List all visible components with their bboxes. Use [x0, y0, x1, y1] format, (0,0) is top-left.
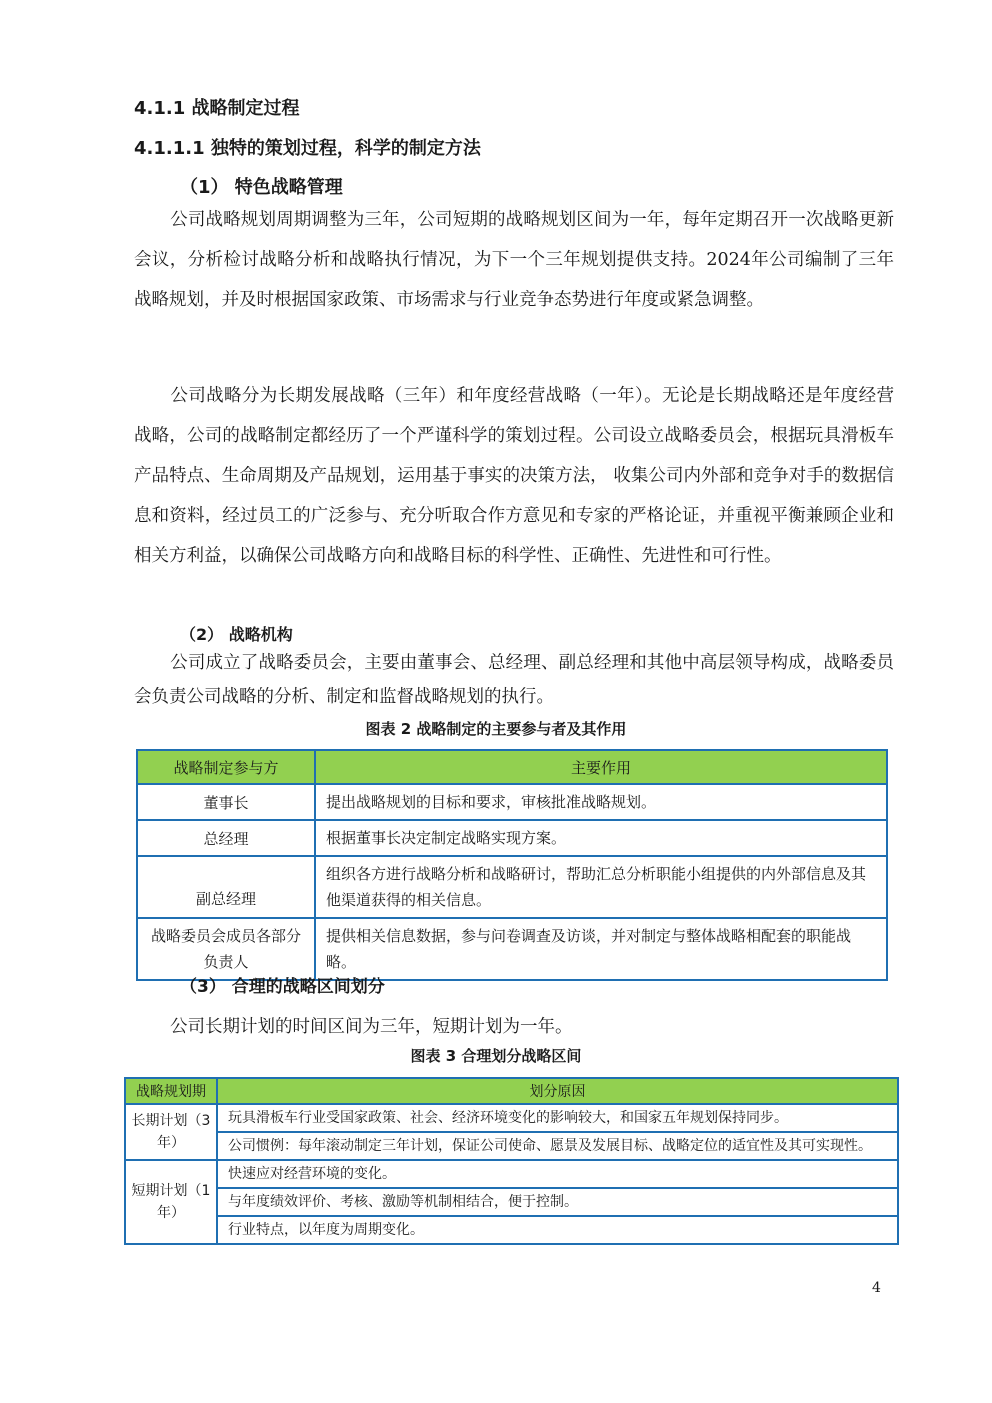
participant-cell: 副总经理	[137, 856, 315, 918]
role-cell: 提出战略规划的目标和要求，审核批准战略规划。	[315, 784, 887, 820]
period-cell: 长期计划（3年）	[125, 1104, 217, 1160]
role-cell: 提供相关信息数据，参与问卷调查及访谈，并对制定与整体战略相配套的职能战略。	[315, 918, 887, 980]
participants-table	[136, 749, 888, 981]
table-row	[137, 784, 887, 820]
table-header: 主要作用	[315, 750, 887, 784]
table-header: 战略制定参与方	[137, 750, 315, 784]
reason-cell: 快速应对经营环境的变化。	[217, 1160, 898, 1188]
table-header: 战略规划期	[125, 1078, 217, 1104]
table-2-caption: 图表 3 合理划分战略区间	[410, 1047, 582, 1065]
role-cell: 组织各方进行战略分析和战略研讨，帮助汇总分析职能小组提供的内外部信息及其他渠道获得的相关信息。	[315, 856, 887, 918]
table-row	[125, 1132, 898, 1160]
paragraph-2: 公司战略分为长期发展战略（三年）和年度经营战略（一年）。无论是长期战略还是年度经营战略，公司的战略制定都经历了一个严谨科学的策划过程。公司设立战略委员会，根据玩具滑板车产品特点、生命周期及产品规划，运用基于事实的决策方法， 收集公司内外部和竞争对手的数据信息和资料，经过员工的广泛参与、充分听取合作方意见和专家的严格论证，并重视平衡兼顾企业和相关方利益，以确保公司战略方向和战略目标的科学性、正确性、先进性和可行性。	[134, 386, 894, 566]
reason-cell: 玩具滑板车行业受国家政策、社会、经济环境变化的影响较大，和国家五年规划保持同步。	[217, 1104, 898, 1132]
reason-cell: 公司惯例：每年滚动制定三年计划，保证公司使命、愿景及发展目标、战略定位的适宜性及其可实现性。	[217, 1132, 898, 1160]
section-heading: 4.1.1 战略制定过程	[134, 98, 300, 119]
table-row	[125, 1160, 898, 1188]
item-heading-2: （2） 战略机构	[180, 625, 293, 644]
table-row	[137, 820, 887, 856]
table-row	[125, 1188, 898, 1216]
participant-cell: 战略委员会成员各部分负责人	[137, 918, 315, 980]
paragraph-3: 公司成立了战略委员会，主要由董事会、总经理、副总经理和其他中高层领导构成，战略委员会负责公司战略的分析、制定和监督战略规划的执行。	[134, 653, 894, 707]
table-header: 划分原因	[217, 1078, 898, 1104]
paragraph-1: 公司战略规划周期调整为三年，公司短期的战略规划区间为一年，每年定期召开一次战略更新会议，分析检讨战略分析和战略执行情况，为下一个三年规划提供支持。2024年公司编制了三年战略规划，并及时根据国家政策、市场需求与行业竞争态势进行年度或紧急调整。	[134, 210, 894, 310]
reason-cell: 行业特点，以年度为周期变化。	[217, 1216, 898, 1244]
participant-cell: 总经理	[137, 820, 315, 856]
role-cell: 根据董事长决定制定战略实现方案。	[315, 820, 887, 856]
table-row	[137, 856, 887, 918]
table-row	[125, 1216, 898, 1244]
item-heading-3: （3） 合理的战略区间划分	[180, 977, 385, 997]
table-1-caption: 图表 2 战略制定的主要参与者及其作用	[365, 720, 627, 738]
subsection-heading: 4.1.1.1 独特的策划过程，科学的制定方法	[134, 138, 481, 159]
strategy-period-table	[124, 1077, 899, 1245]
item-heading-1: （1） 特色战略管理	[180, 177, 343, 198]
reason-cell: 与年度绩效评价、考核、激励等机制相结合，便于控制。	[217, 1188, 898, 1216]
participant-cell: 董事长	[137, 784, 315, 820]
paragraph-4: 公司长期计划的时间区间为三年，短期计划为一年。	[170, 1017, 573, 1037]
period-cell: 短期计划（1年）	[125, 1160, 217, 1244]
table-row	[125, 1104, 898, 1132]
page-number: 4	[872, 1280, 881, 1296]
table-row	[137, 918, 887, 980]
